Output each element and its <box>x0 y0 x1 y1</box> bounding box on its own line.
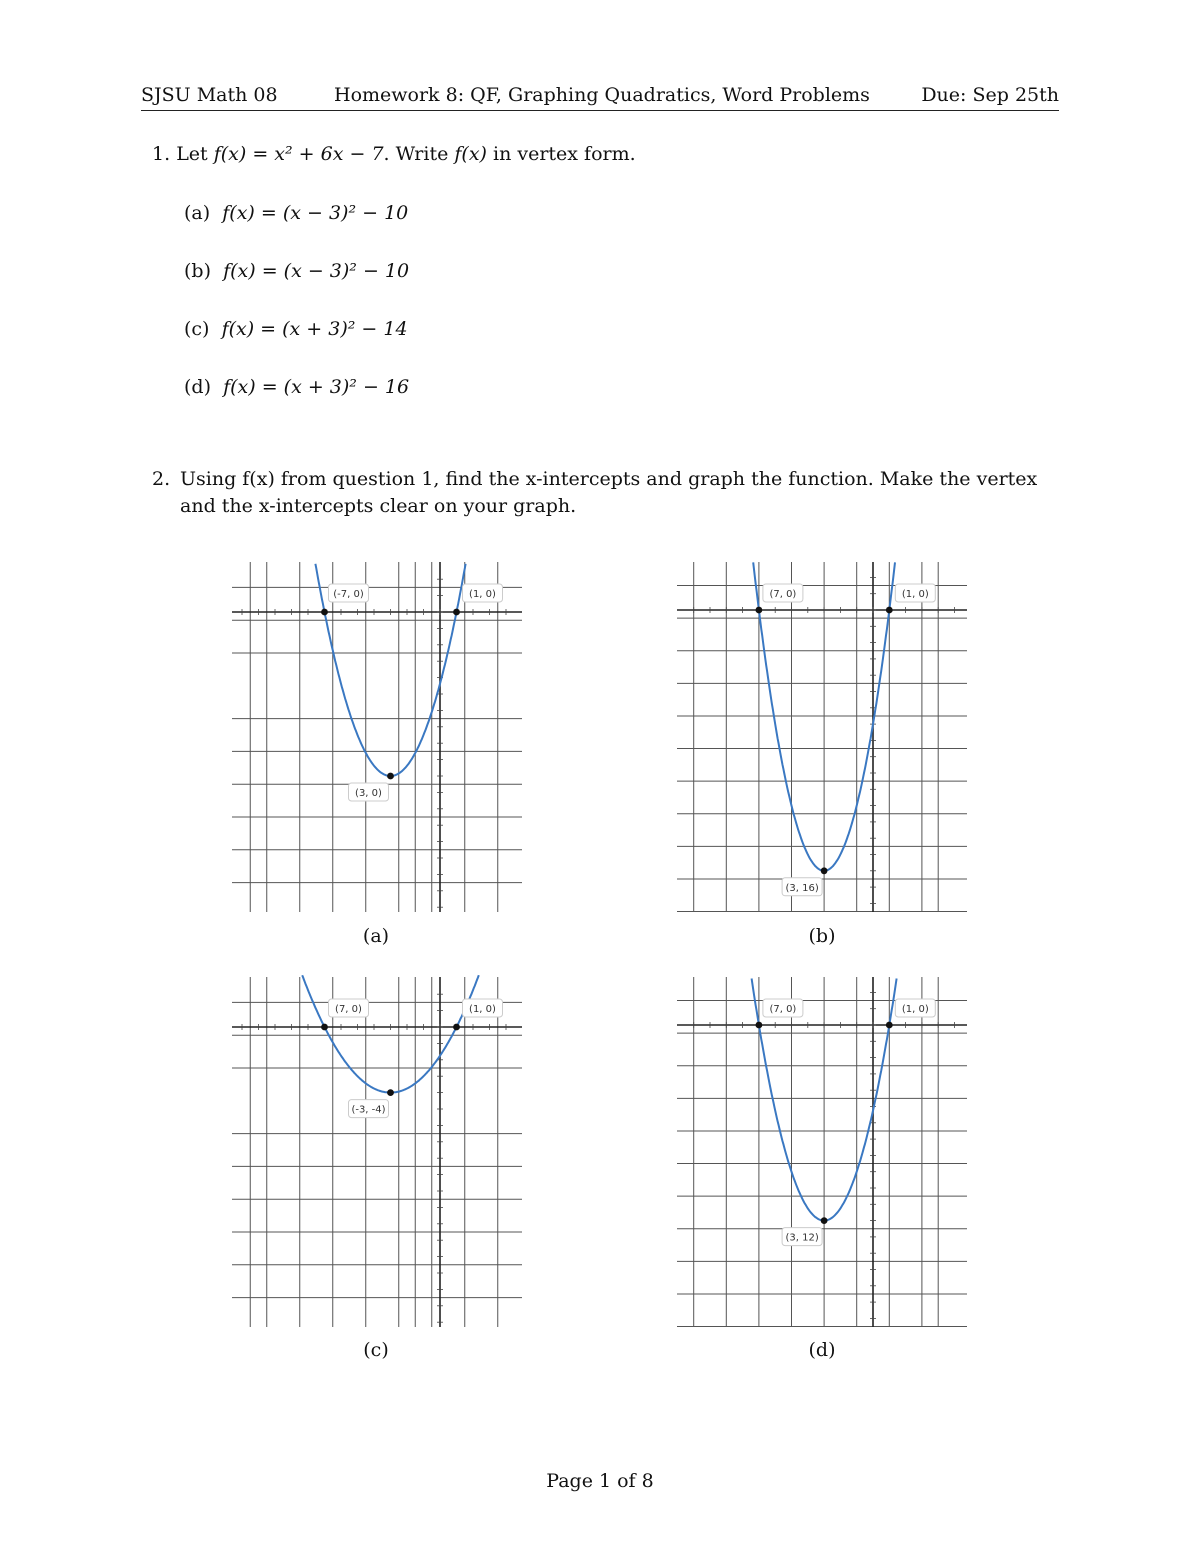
point-label: (3, 12) <box>785 1232 819 1244</box>
course-name: SJSU Math 08 <box>141 84 278 106</box>
assignment-title: Homework 8: QF, Graphing Quadratics, Word Problems <box>334 84 870 106</box>
graph-caption-a: (a) <box>362 925 390 947</box>
point-label: (-7, 0) <box>333 589 364 600</box>
question-1 <box>152 143 636 165</box>
graph-point <box>886 1022 893 1029</box>
option-label: (a) <box>184 202 211 224</box>
point-label: (3, 0) <box>355 788 382 799</box>
parabola-curve <box>302 975 479 1092</box>
graph-point <box>387 773 394 780</box>
question-number: 2. <box>152 468 171 490</box>
question-text: Using f(x) from question 1, find the x-intercepts and graph the function. Make the vertex and the x-intercepts clear on your graph. <box>180 468 1038 517</box>
point-label: (1, 0) <box>901 589 929 600</box>
graph-point <box>321 1024 328 1031</box>
graph-point <box>453 609 460 616</box>
option-d <box>184 376 409 398</box>
graph-point <box>453 1024 460 1031</box>
point-label: (1, 0) <box>901 1004 929 1015</box>
point-label: (-3, -4) <box>351 1104 386 1116</box>
point-label: (3, 16) <box>785 882 819 894</box>
graph-canvas <box>677 977 967 1327</box>
graph-a <box>232 562 522 912</box>
option-expression: f(x) = (x + 3)² − 16 <box>223 376 410 398</box>
graph-point <box>756 607 763 614</box>
graph-c <box>232 977 522 1327</box>
point-label: (1, 0) <box>469 589 496 600</box>
question-text: . Write <box>383 143 455 165</box>
graph-caption-c: (c) <box>363 1339 389 1361</box>
option-expression: f(x) = (x − 3)² − 10 <box>223 260 410 282</box>
graph-caption-d: (d) <box>808 1339 836 1361</box>
question-text: Let <box>176 143 214 165</box>
graph-point <box>886 607 893 614</box>
graph-caption-b: (b) <box>808 925 836 947</box>
graph-point <box>821 1217 828 1224</box>
graph-canvas <box>232 562 522 912</box>
graph-d <box>677 977 967 1327</box>
question-text: in vertex form. <box>486 143 636 165</box>
option-expression: f(x) = (x − 3)² − 10 <box>222 202 409 224</box>
option-expression: f(x) = (x + 3)² − 14 <box>221 318 408 340</box>
option-c <box>184 318 408 340</box>
option-label: (b) <box>184 260 211 282</box>
point-label: (1, 0) <box>469 1004 496 1015</box>
graph-canvas <box>677 562 967 912</box>
function-expression: f(x) = x² + 6x − 7 <box>213 143 384 165</box>
graph-point <box>821 867 828 874</box>
question-number: 1. <box>152 143 171 165</box>
option-label: (c) <box>184 318 210 340</box>
point-label: (7, 0) <box>335 1004 362 1015</box>
option-label: (d) <box>184 376 211 398</box>
page-footer: Page 1 of 8 <box>546 1470 654 1492</box>
graph-point <box>756 1022 763 1029</box>
graph-point <box>387 1089 394 1096</box>
question-2 <box>152 466 1062 520</box>
graph-point <box>321 609 328 616</box>
point-label: (7, 0) <box>769 589 797 600</box>
graph-b <box>677 562 967 912</box>
graph-canvas <box>232 977 522 1327</box>
due-date: Due: Sep 25th <box>921 84 1059 106</box>
function-name: f(x) <box>454 143 487 165</box>
option-a <box>184 202 408 224</box>
option-b <box>184 260 409 282</box>
point-label: (7, 0) <box>769 1004 797 1015</box>
page-header <box>141 84 1059 111</box>
